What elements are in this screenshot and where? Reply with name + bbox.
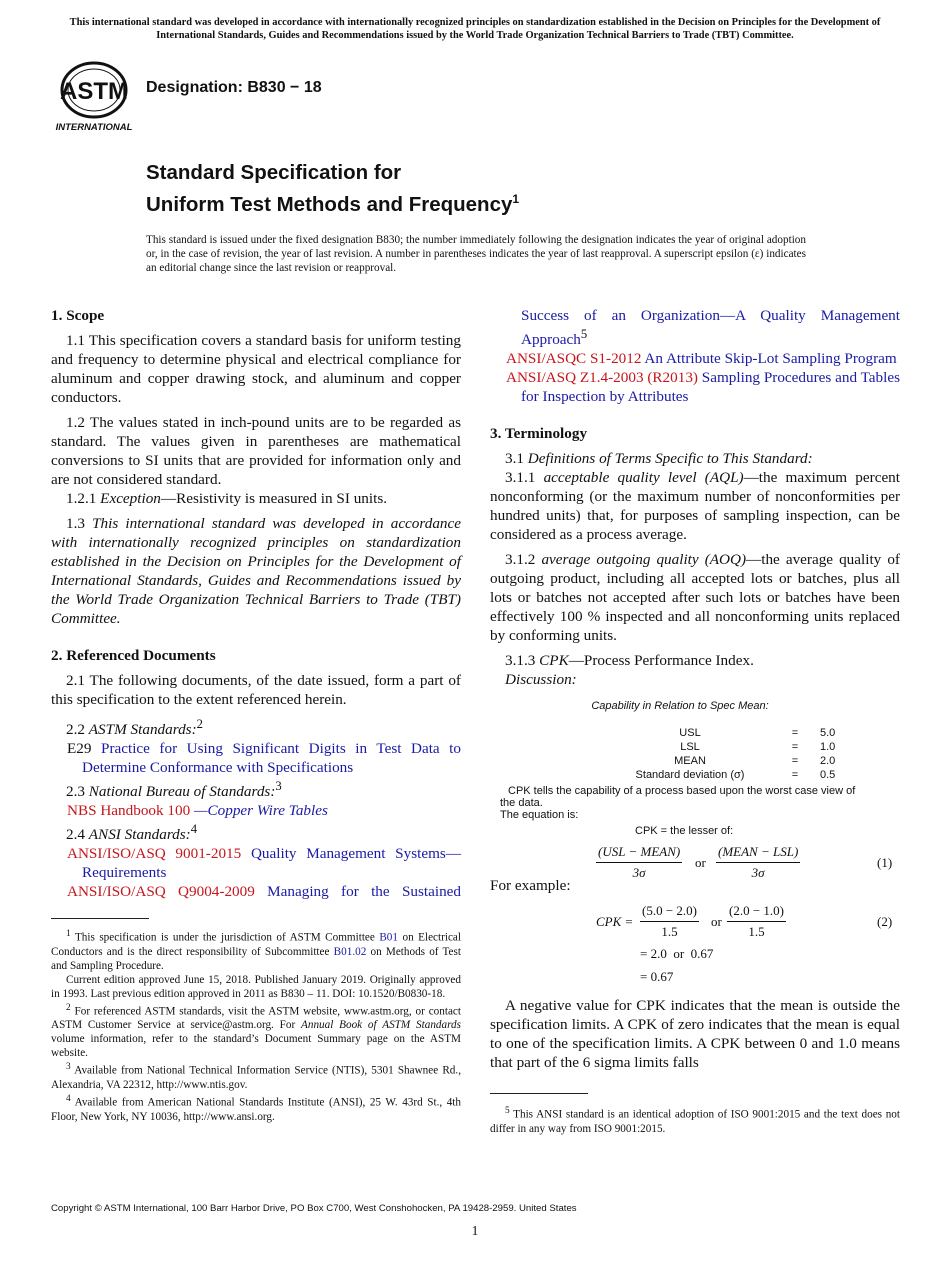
para-1-2: 1.2 The values stated in inch-pound units are to be regarded as standard. The values given in parentheses are mathematical conversions to SI units that are provided for information only and are not considered standard.: [51, 414, 461, 488]
para-2-4: 2.4 ANSI Standards:$^4$: [66, 822, 198, 844]
para-3-1: 3.1 Definitions of Terms Specific to This Standard:: [505, 450, 813, 468]
para-3-1-1: 3.1.1 acceptable quality level (AQL)—the maximum percent nonconforming (or the maximum number of nonconformities per hundred units) that, for purposes of sampling inspection, can be considered as a process average.: [490, 469, 900, 544]
left-column: [51, 306, 461, 901]
section-3-heading: 3. Terminology: [490, 425, 588, 443]
eq1-right-denominator: 3σ: [751, 865, 765, 880]
ref-nbs: [51, 801, 461, 820]
discussion-label: Discussion:: [505, 671, 577, 689]
cap-sd-name: Standard deviation (σ): [635, 769, 745, 781]
para-3-1-3: 3.1.3 CPK—Process Performance Index.: [505, 652, 754, 670]
eq1-left-numerator: (USL − MEAN): [596, 844, 682, 863]
ref-ansi-9004-code[interactable]: ANSI/ISO/ASQ Q9004-2009: [67, 883, 255, 901]
eq1-left-fraction: [596, 844, 682, 881]
para-3-1-2: 3.1.2 average outgoing quality (AOQ)—the average quality of outgoing product, including all accepted lots or batches, plus all lots or batches not accepted after such lots or batches have been effectively 100 % inspected and all nonconforming units replaced by conforming units.: [490, 551, 900, 645]
cpk-desc-line: CPK tells the capability of a process based upon the worst case view of the data.: [500, 785, 856, 809]
cpk-equation-intro: The equation is:: [500, 809, 579, 821]
ref-nbs-code[interactable]: NBS Handbook 100: [67, 802, 191, 820]
footnote-rule-left: [51, 918, 149, 919]
cap-lsl-eq: =: [791, 741, 799, 753]
ref-ansi-z14-code[interactable]: ANSI/ASQ Z1.4-2003 (R2013): [506, 369, 698, 387]
ref-ansi-9001-link[interactable]: Quality Management Systems—Requirements: [82, 845, 462, 882]
footnotes-left: [51, 927, 461, 1124]
eq1-right-numerator: (MEAN − LSL): [716, 844, 800, 863]
capability-title: Capability in Relation to Spec Mean:: [591, 700, 769, 712]
top-notice: This international standard was developed in accordance with internationally recognized principles on standardization established in the Decision on Principles for the Development of International Standards, Guides and Recommendations issued by the World Trade Organization Technical Barriers to Trade (TBT) Committee.: [69, 17, 881, 41]
for-example-label: For example:: [490, 877, 571, 894]
copyright: Copyright © ASTM International, 100 Barr Harbor Drive, PO Box C700, West Conshohocken, PA 19428-2959. United States: [51, 1203, 577, 1214]
eq2-right-numerator: (2.0 − 1.0): [727, 903, 786, 922]
ref-ansi-9004-link[interactable]: Managing for the Sustained: [267, 883, 462, 901]
cap-mean-value: 2.0: [820, 755, 836, 767]
para-2-3: 2.3 National Bureau of Standards:$^3$: [66, 779, 282, 801]
ref-nbs-link[interactable]: —Copper Wire Tables: [194, 802, 328, 820]
para-negative-cpk: A negative value for CPK indicates that the mean is outside the specification limits. A CPK of zero indicates that the mean is equal to one of the specification limits. A CPK between 0 and 1.0 means that part of the 6 sigma limits falls: [490, 997, 900, 1071]
designation: Designation: B830 − 18: [146, 79, 322, 96]
ref-ansi-9004: [51, 882, 461, 901]
eq1-or: or: [695, 855, 706, 870]
eq1-number: (1): [877, 855, 893, 870]
para-2-1: 2.1 The following documents, of the date issued, form a part of this specification to the extent referenced herein.: [51, 672, 461, 708]
eq1-left-denominator: 3σ: [632, 865, 646, 880]
footnotes-right: [490, 1104, 900, 1136]
cap-usl-eq: =: [791, 727, 799, 739]
eq2-line-2: = 2.0 or 0.67: [640, 946, 714, 961]
para-1-3: 1.3 This international standard was developed in accordance with internationally recognized principles on standardization established in the Decision on Principles for the Development of International Standards, Guides and Recommendations issued by the World Trade Organization Technical Barriers to Trade (TBT) Committee.: [51, 515, 462, 627]
title-line-1: Standard Specification for: [146, 161, 402, 184]
eq2-left-numerator: (5.0 − 2.0): [640, 903, 699, 922]
cpk-description: [500, 785, 870, 821]
ref-ansi-9001-code[interactable]: ANSI/ISO/ASQ 9001-2015: [67, 845, 242, 863]
eq1-right-fraction: [716, 844, 800, 881]
intro-text: This standard is issued under the fixed designation B830; the number immediately following the designation indicates the year of original adoption or, in the case of revision, the year of last revision. A number in parentheses indicates the year of last reapproval. A superscript epsilon (ε) indicates an editorial change since the last revision or reapproval.: [146, 234, 806, 274]
ref-ansi-z14: [490, 368, 900, 406]
ref-e29-link[interactable]: Practice for Using Significant Digits in Test Data to Determine Conformance with Specifications: [82, 740, 461, 777]
eq2-or: or: [711, 914, 722, 929]
cap-usl-value: 5.0: [820, 727, 836, 739]
ref-e29: E29 Practice for Using Significant Digits in Test Data to Determine Conformance with Specifications: [67, 740, 461, 777]
eq2-left-fraction: [640, 903, 699, 940]
page-number: 1: [471, 1223, 479, 1238]
footnote-2: $^2$ For referenced ASTM standards, visit the ASTM website, www.astm.org, or contact ASTM Customer Service at service@astm.org. For Annual Book of ASTM Standards volume information, refer to the standard’s Document Summary page on the ASTM website.: [51, 1002, 461, 1060]
title-footnote-mark[interactable]: 1: [512, 192, 520, 206]
section-2-heading: 2. Referenced Documents: [51, 647, 216, 664]
ref-ansi-s1-link[interactable]: An Attribute Skip-Lot Sampling Program: [644, 350, 897, 368]
logo-text: ASTM: [60, 78, 128, 105]
para-1-2-1: 1.2.1 Exception—Resistivity is measured in SI units.: [66, 490, 388, 507]
ref-ansi-s1-code[interactable]: ANSI/ASQC S1-2012: [506, 350, 642, 368]
eq2-right-fraction: [727, 903, 786, 940]
cap-lsl-value: 1.0: [820, 741, 836, 753]
footnote-5: $^5$ This ANSI standard is an identical adoption of ISO 9001:2015 and the text does not differ in any way from ISO 9001:2015.: [490, 1106, 900, 1135]
cap-mean-name: MEAN: [674, 755, 706, 767]
cpk-lesser-label: CPK = the lesser of:: [635, 825, 734, 837]
eq2-right-denominator: 1.5: [748, 924, 765, 939]
title-line-2: Uniform Test Methods and Frequency$^1$: [146, 192, 520, 216]
page-title: [146, 160, 519, 218]
committee-b01-link[interactable]: B01: [379, 931, 398, 944]
section-1-heading: 1. Scope: [51, 307, 105, 324]
eq2-left-denominator: 1.5: [661, 924, 678, 939]
ref-ansi-9001: [51, 844, 461, 882]
eq2-lhs: CPK =: [596, 914, 634, 929]
para-1-1: 1.1 This specification covers a standard basis for uniform testing and frequency to determine physical and electrical compliance for aluminum and copper drawing stock, and aluminum and copper conductors.: [51, 332, 461, 406]
footnote-3: $^3$ Available from National Technical Information Service (NTIS), 5301 Shawnee Rd., Alexandria, VA 22312, http://www.ntis.gov.: [51, 1062, 461, 1092]
footnote-1-edition: Current edition approved June 15, 2018. Published January 2019. Originally approved in 1993. Last previous edition approved in 2011 as B830 – 11. DOI: 10.1520/B0830-18.: [51, 973, 461, 1000]
footnote-4: $^4$ Available from American National Standards Institute (ANSI), 25 W. 43rd St., 4th Floor, New York, NY 10036, http://www.ansi.org.: [51, 1094, 461, 1123]
ref-ansi-z14-link[interactable]: Sampling Procedures and Tables for Inspection by Attributes: [521, 369, 900, 406]
footnote-rule-right: [490, 1093, 588, 1094]
para-2-2: 2.2 ASTM Standards:$^2$: [66, 717, 203, 739]
cap-sd-value: 0.5: [820, 769, 836, 781]
ref-ansi-s1: [490, 349, 900, 368]
right-column: [490, 306, 900, 689]
cap-usl-name: USL: [679, 727, 701, 739]
ref-ansi-9004-continued[interactable]: Success of an Organization—A Quality Management Approach$^5$: [521, 307, 900, 349]
eq2-line-3: = 0.67: [640, 969, 674, 984]
astm-logo: [52, 58, 136, 134]
subcommittee-b0102-link[interactable]: B01.02: [333, 945, 367, 958]
cap-lsl-name: LSL: [680, 741, 700, 753]
cap-sd-eq: =: [791, 769, 799, 781]
footnote-1: $^1$ This specification is under the jurisdiction of ASTM Committee B01 on Electrical Conductors and is the direct responsibility of Subcommittee B01.02 on Methods of Test and Sampling Procedure.: [51, 929, 461, 972]
logo-subtext: INTERNATIONAL: [55, 122, 133, 133]
eq2-number: (2): [877, 914, 893, 929]
cap-mean-eq: =: [791, 755, 799, 767]
